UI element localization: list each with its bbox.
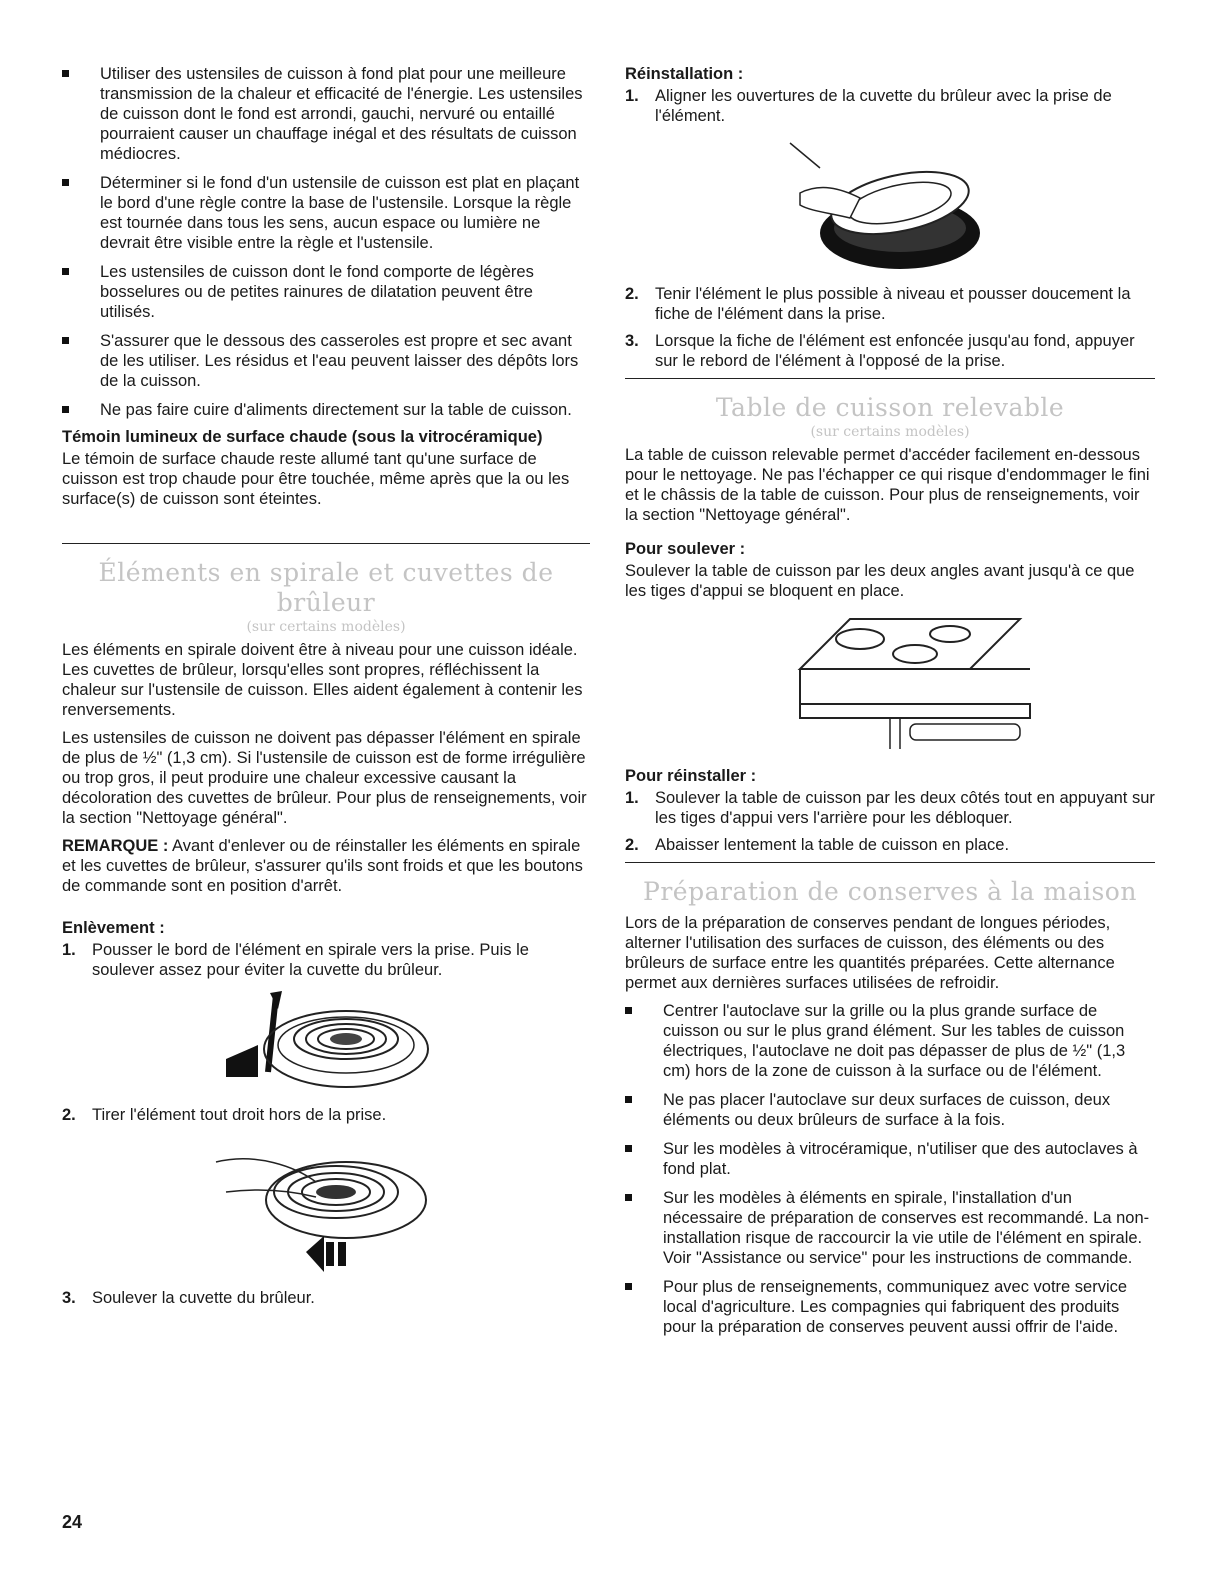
- step-text: Soulever la table de cuisson par les deux côtés tout en appuyant sur les tiges d'appui vers l'arrière pour les débloquer.: [655, 789, 1155, 827]
- lift-text: La table de cuisson relevable permet d'accéder facilement en-dessous pour le nettoyage. Ne pas l'échapper ce qui risque d'endommager le fini et le châssis de la table de cuisson. Pour plus de renseignements, voir la section "Nettoyage général".: [625, 446, 1150, 524]
- coil-lift-illustration: [206, 987, 446, 1097]
- list-item: [62, 1288, 590, 1308]
- step-number: 1.: [625, 789, 639, 807]
- raise-text: Soulever la table de cuisson par les deux angles avant jusqu'à ce que les tiges d'appui se bloquent en place.: [625, 562, 1135, 600]
- coil-paragraph-2: Les ustensiles de cuisson ne doivent pas dépasser l'élément en spirale de plus de ½" (1,3 cm). Si l'ustensile de cuisson est de forme irrégulière ou trop gros, il peut produire une chaleur excessive causant la décoloration des cuvettes de brûleur. Pour plus de renseignements, voir la section "Nettoyage général".: [62, 729, 587, 827]
- list-item: [625, 86, 1155, 126]
- lift-section-title: Table de cuisson relevable: [715, 393, 1065, 422]
- note-text: Avant d'enlever ou de réinstaller les éléments en spirale et les cuvettes de brûleur, s'assurer qu'ils sont froids et que les boutons de commande sont en position d'arrêt.: [62, 837, 583, 895]
- right-column: [625, 64, 1155, 1346]
- removal-heading: Enlèvement :: [62, 919, 165, 937]
- raise-heading: Pour soulever :: [625, 540, 746, 558]
- list-item: [625, 331, 1155, 371]
- canning-section-title: Préparation de conserves à la maison: [643, 877, 1137, 906]
- list-item: Centrer l'autoclave sur la grille ou la plus grande surface de cuisson ou sur le plus grand élément. Sur les tables de cuisson électriques, l'autoclave ne doit pas dépasser de plus de ½" (1,3 cm) hors de la zone de cuisson à la surface ou de l'élément.: [625, 1001, 1155, 1081]
- page-number: 24: [62, 1512, 83, 1532]
- coil-section-subtitle: (sur certains modèles): [246, 619, 406, 635]
- step-number: 1.: [625, 87, 639, 105]
- lower-heading: Pour réinstaller :: [625, 767, 757, 785]
- step-text: Tenir l'élément le plus possible à niveau et pousser doucement la fiche de l'élément dans la prise.: [655, 285, 1131, 323]
- lift-section-subtitle: (sur certains modèles): [810, 424, 970, 440]
- coil-section-title: Éléments en spirale et cuvettes de brûleur: [98, 558, 554, 617]
- canning-text: Lors de la préparation de conserves pendant de longues périodes, alterner l'utilisation des surfaces de cuisson, des éléments ou des brûleurs de surface entre les quantités préparées. Cette alternance permet aux dernières surfaces utilisées de refroidir.: [625, 914, 1115, 992]
- lift-cooktop-illustration: [740, 609, 1040, 754]
- list-item: [625, 284, 1155, 324]
- list-item: [625, 835, 1155, 855]
- list-item: [62, 940, 590, 980]
- reinstall-heading: Réinstallation :: [625, 65, 744, 83]
- step-text: Abaisser lentement la table de cuisson en place.: [655, 836, 1010, 854]
- list-item: Utiliser des ustensiles de cuisson à fond plat pour une meilleure transmission de la chaleur et efficacité de l'énergie. Les ustensiles de cuisson dont le fond est arrondi, gauchi, nervuré ou entaillé pourraient causer un chauffage inégal et des résultats de cuisson médiocres.: [62, 64, 590, 164]
- coil-note: [62, 836, 590, 896]
- list-item: Sur les modèles à vitrocéramique, n'utiliser que des autoclaves à fond plat.: [625, 1139, 1155, 1179]
- removal-steps: [62, 940, 590, 980]
- list-item: Pour plus de renseignements, communiquez avec votre service local d'agriculture. Les compagnies qui fabriquent des produits pour la préparation de conserves peuvent aussi offrir de l'aide.: [625, 1277, 1155, 1337]
- step-text: Lorsque la fiche de l'élément est enfoncée jusqu'au fond, appuyer sur le rebord de l'élément à l'opposé de la prise.: [655, 332, 1135, 370]
- step-number: 1.: [62, 941, 76, 959]
- note-label: REMARQUE :: [62, 837, 169, 855]
- list-item: Déterminer si le fond d'un ustensile de cuisson est plat en plaçant le bord d'une règle contre la base de l'ustensile. Lorsque la règle est tournée dans tous les sens, aucun espace ou lumière ne devrait être visible entre la règle et l'ustensile.: [62, 173, 590, 253]
- drip-bowl-illustration: [780, 133, 1000, 278]
- section-divider: [625, 378, 1155, 379]
- section-divider: [625, 862, 1155, 863]
- step-number: 2.: [62, 1106, 76, 1124]
- step-number: 3.: [625, 332, 639, 350]
- step-text: Pousser le bord de l'élément en spirale vers la prise. Puis le soulever assez pour éviter la cuvette du brûleur.: [92, 941, 529, 979]
- list-item: Ne pas placer l'autoclave sur deux surfaces de cuisson, deux éléments ou deux brûleurs de surface à la fois.: [625, 1090, 1155, 1130]
- hot-surface-heading: Témoin lumineux de surface chaude (sous la vitrocéramique): [62, 428, 543, 446]
- reinstall-steps: [625, 86, 1155, 126]
- canning-tips-list: [625, 1001, 1155, 1337]
- step-number: 2.: [625, 836, 639, 854]
- list-item: Sur les modèles à éléments en spirale, l'installation d'un nécessaire de préparation de conserves est recommandé. La non-installation risque de raccourcir la vie utile de l'élément en spirale. Voir "Assistance ou service" pour les instructions de commande.: [625, 1188, 1155, 1268]
- coil-pull-illustration: [196, 1132, 456, 1282]
- step-text: Soulever la cuvette du brûleur.: [92, 1289, 315, 1307]
- step-text: Tirer l'élément tout droit hors de la prise.: [92, 1106, 387, 1124]
- list-item: Ne pas faire cuire d'aliments directement sur la table de cuisson.: [62, 400, 590, 420]
- list-item: Les ustensiles de cuisson dont le fond comporte de légères bosselures ou de petites rainures de dilatation peuvent être utilisés.: [62, 262, 590, 322]
- list-item: [62, 1105, 590, 1125]
- hot-surface-text: Le témoin de surface chaude reste allumé tant qu'une surface de cuisson est trop chaude pour être touchée, même après que la ou les surface(s) de cuisson sont éteintes.: [62, 450, 570, 508]
- list-item: [625, 788, 1155, 828]
- cookware-tips-list: [62, 64, 590, 420]
- step-number: 3.: [62, 1289, 76, 1307]
- left-column: [62, 64, 590, 1315]
- lower-steps: [625, 788, 1155, 855]
- step-number: 2.: [625, 285, 639, 303]
- coil-paragraph-1: Les éléments en spirale doivent être à niveau pour une cuisson idéale. Les cuvettes de brûleur, lorsqu'elles sont propres, réfléchissent la chaleur sur l'ustensile de cuisson. Elles aident également à contenir les renversements.: [62, 641, 583, 719]
- section-divider: [62, 543, 590, 544]
- step-text: Aligner les ouvertures de la cuvette du brûleur avec la prise de l'élément.: [655, 87, 1112, 125]
- list-item: S'assurer que le dessous des casseroles est propre et sec avant de les utiliser. Les résidus et l'eau peuvent laisser des dépôts lors de la cuisson.: [62, 331, 590, 391]
